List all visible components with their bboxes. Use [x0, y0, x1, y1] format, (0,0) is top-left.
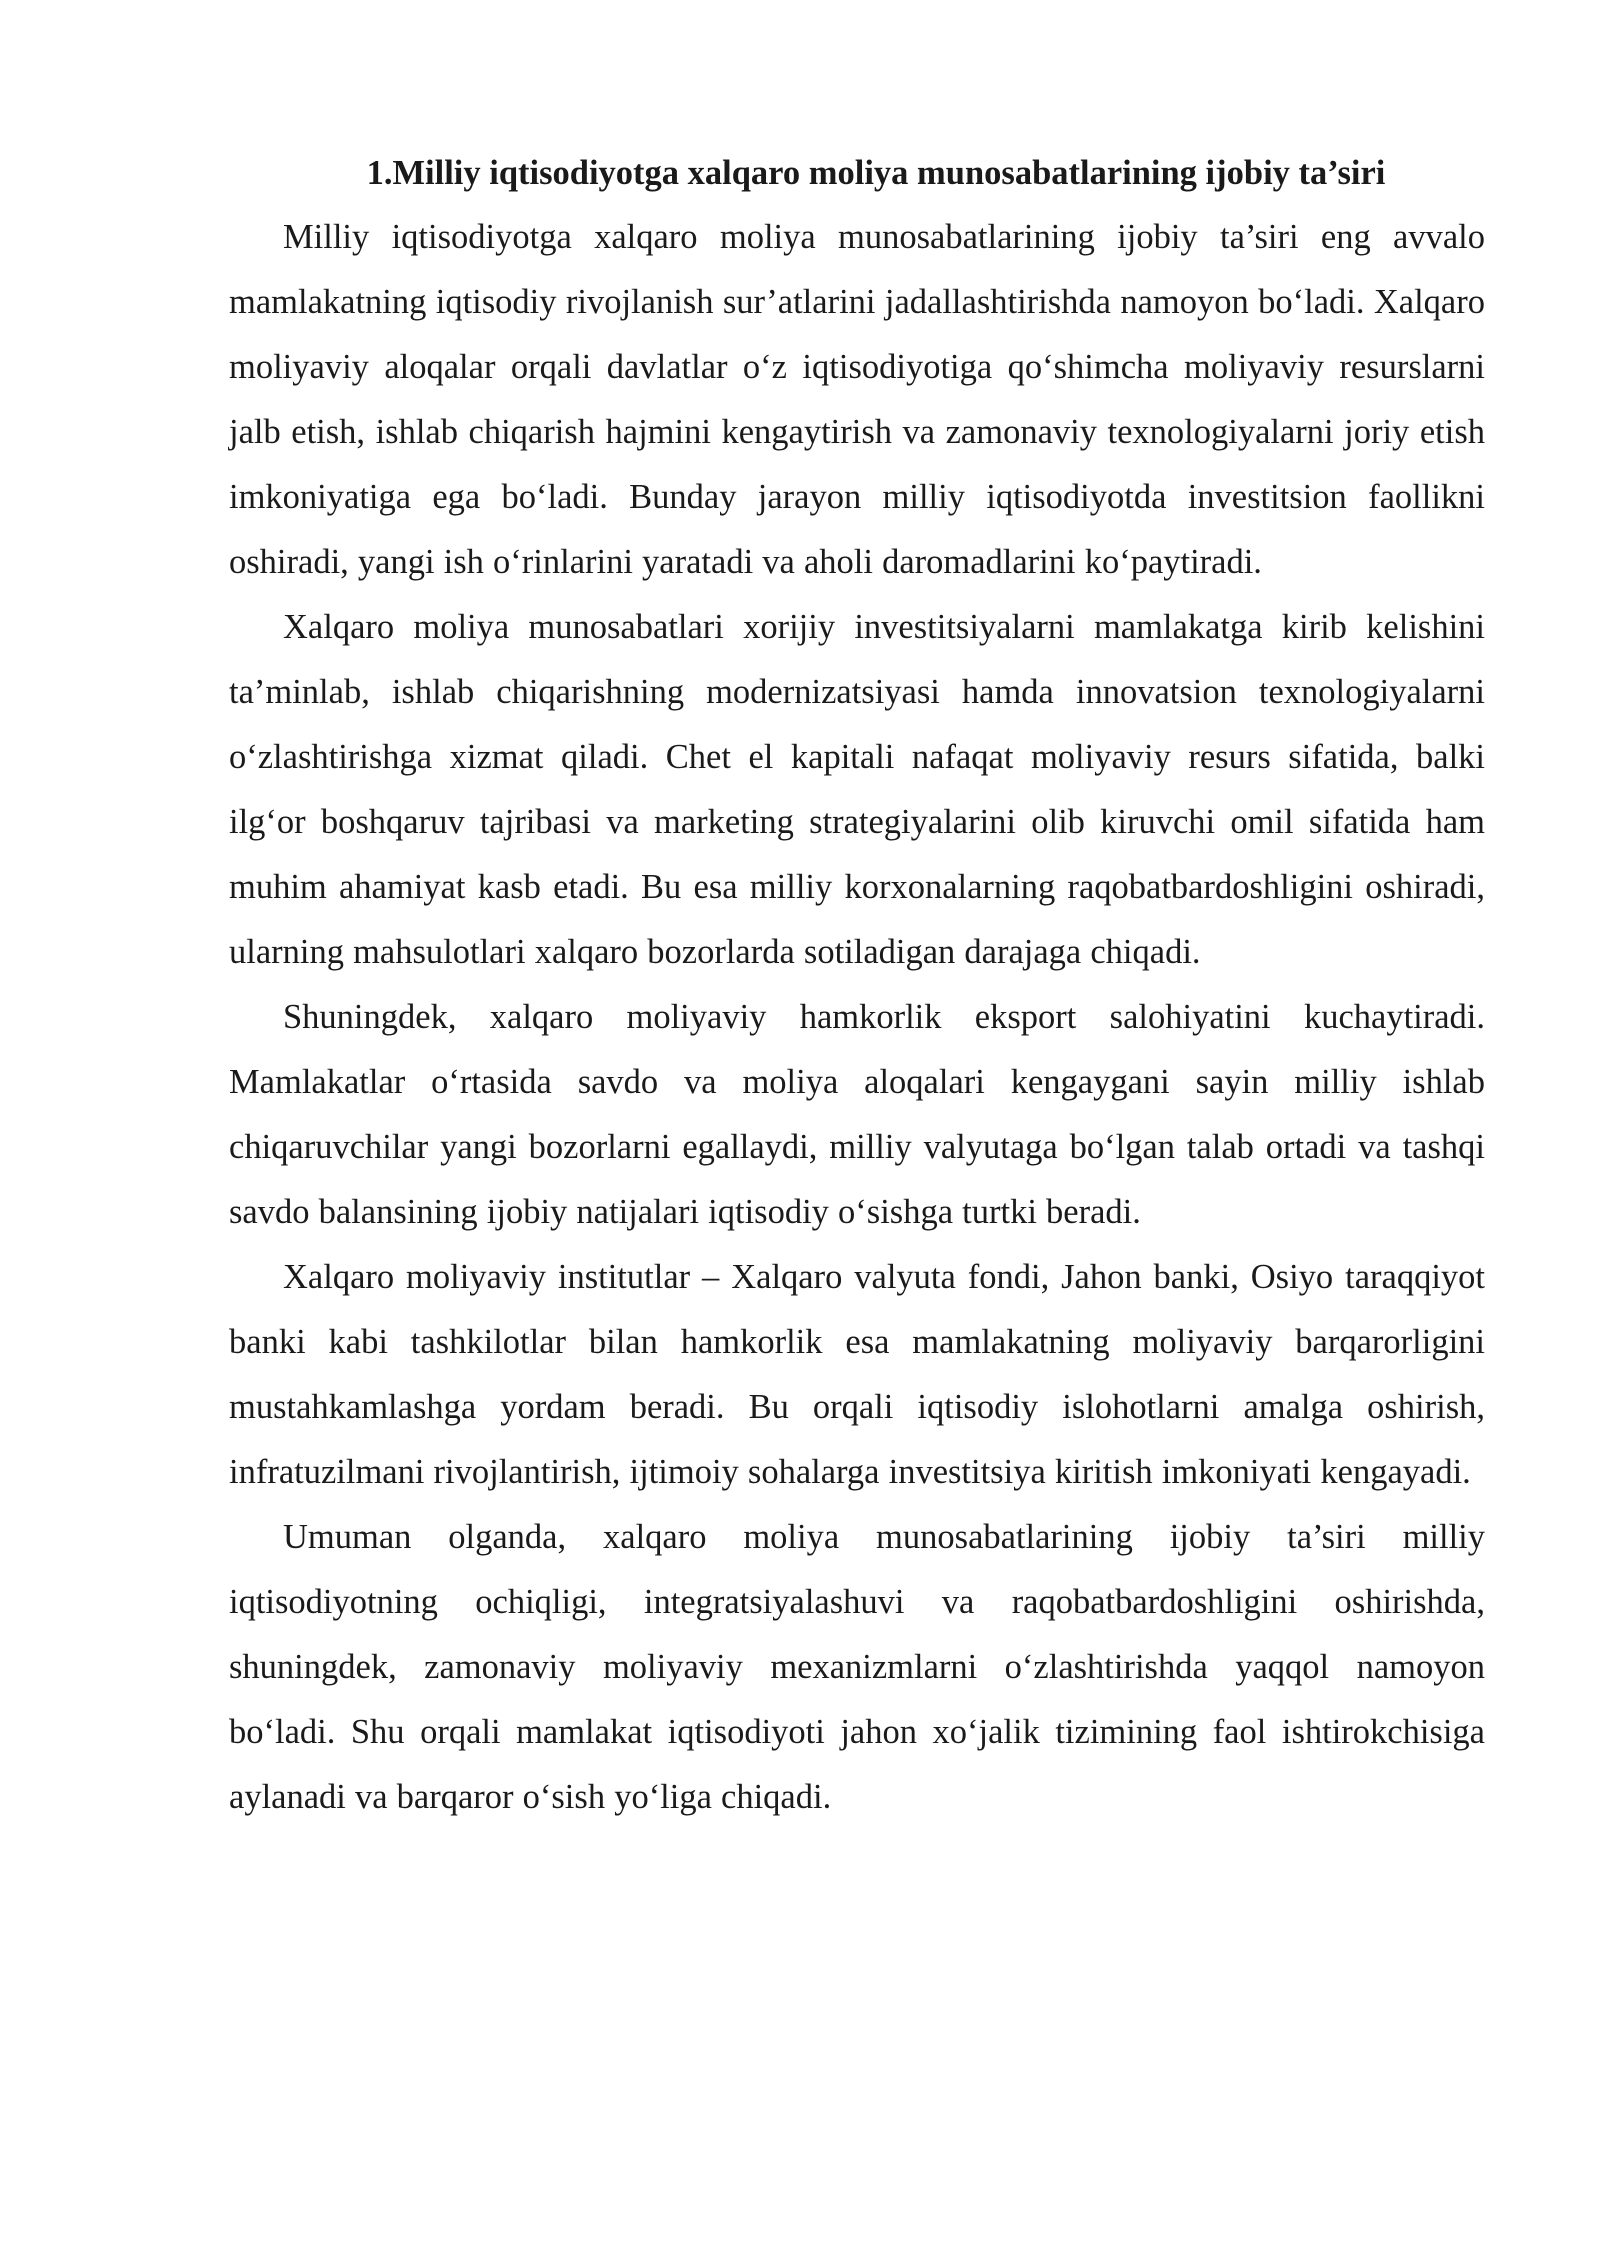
document-body [229, 148, 1485, 1830]
paragraph: Xalqaro moliyaviy institutlar – Xalqaro valyuta fondi, Jahon banki, Osiyo taraqqiyot banki kabi tashkilotlar bilan hamkorlik esa mamlakatning moliyaviy barqarorligini mustahkamlashga yordam beradi. Bu orqali iqtisodiy islohotlarni amalga oshirish, infratuzilmani rivojlantirish, ijtimoiy sohalarga investitsiya kiritish imkoniyati kengayadi. [229, 1258, 1485, 1491]
paragraph: Xalqaro moliya munosabatlari xorijiy investitsiyalarni mamlakatga kirib kelishini ta’minlab, ishlab chiqarishning modernizatsiyasi hamda innovatsion texnologiyalarni o‘zlashtirishga xizmat qiladi. Chet el kapitali nafaqat moliyaviy resurs sifatida, balki ilg‘or boshqaruv tajribasi va marketing strategiyalarini olib kiruvchi omil sifatida ham muhim ahamiyat kasb etadi. Bu esa milliy korxonalarning raqobatbardoshligini oshiradi, ularning mahsulotlari xalqaro bozorlarda sotiladigan darajaga chiqadi. [229, 608, 1485, 971]
paragraph: Shuningdek, xalqaro moliyaviy hamkorlik eksport salohiyatini kuchaytiradi. Mamlakatlar o‘rtasida savdo va moliya aloqalari kengaygani sayin milliy ishlab chiqaruvchilar yangi bozorlarni egallaydi, milliy valyutaga bo‘lgan talab ortadi va tashqi savdo balansining ijobiy natijalari iqtisodiy o‘sishga turtki beradi. [229, 998, 1485, 1231]
paragraph: Umuman olganda, xalqaro moliya munosabatlarining ijobiy ta’siri milliy iqtisodiyotning ochiqligi, integratsiyalashuvi va raqobatbardoshligini oshirishda, shuningdek, zamonaviy moliyaviy mexanizmlarni o‘zlashtirishda yaqqol namoyon bo‘ladi. Shu orqali mamlakat iqtisodiyoti jahon xo‘jalik tizimining faol ishtirokchisiga aylanadi va barqaror o‘sish yo‘liga chiqadi. [229, 1518, 1485, 1816]
section-title: 1.Milliy iqtisodiyotga xalqaro moliya munosabatlarining ijobiy ta’siri [366, 154, 1386, 192]
paragraph: Milliy iqtisodiyotga xalqaro moliya munosabatlarining ijobiy ta’siri eng avvalo mamlakatning iqtisodiy rivojlanish sur’atlarini jadallashtirishda namoyon bo‘ladi. Xalqaro moliyaviy aloqalar orqali davlatlar o‘z iqtisodiyotiga qo‘shimcha moliyaviy resurslarni jalb etish, ishlab chiqarish hajmini kengaytirish va zamonaviy texnologiyalarni joriy etish imkoniyatiga ega bo‘ladi. Bunday jarayon milliy iqtisodiyotda investitsion faollikni oshiradi, yangi ish o‘rinlarini yaratadi va aholi daromadlarini ko‘paytiradi. [229, 218, 1485, 581]
